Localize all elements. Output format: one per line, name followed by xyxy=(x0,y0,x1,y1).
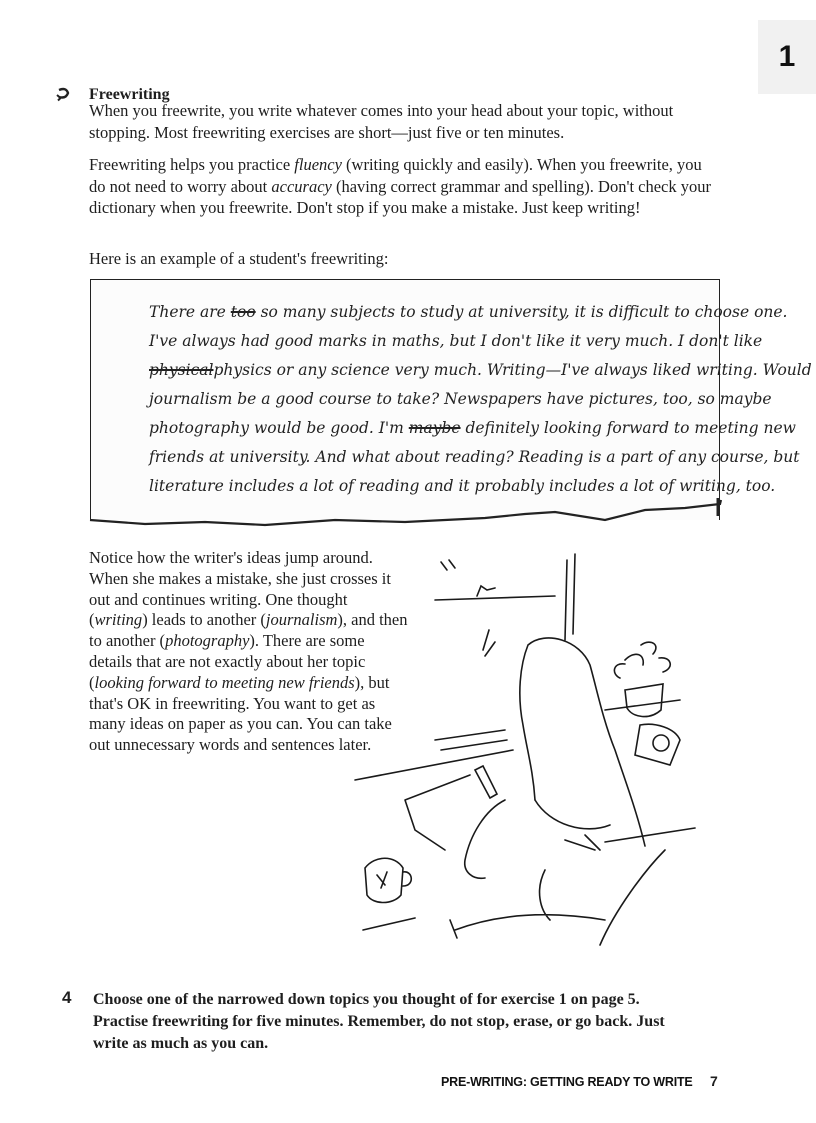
exercise-number: 4 xyxy=(62,988,72,1007)
term-accuracy: accuracy xyxy=(271,176,332,196)
curved-arrow-icon xyxy=(56,86,72,102)
para-example-intro: Here is an example of a student's freewriting: xyxy=(89,249,389,268)
sample-line-7: literature includes a lot of reading and it probably includes a lot of writing, too. xyxy=(149,477,776,495)
section-heading: Freewriting xyxy=(89,86,170,103)
intro-paragraph xyxy=(89,100,714,143)
student-writing-illustration xyxy=(345,550,715,955)
sample-line-6: friends at university. And what about reading? Reading is a part of any course, but xyxy=(149,448,800,466)
freewriting-sample-box xyxy=(90,279,812,520)
exercise-instructions: Choose one of the narrowed down topics you thought of for exercise 1 on page 5. Practise freewriting for five minutes. Remember, do not stop, erase, or go back. Just write as much as you can. xyxy=(93,991,665,1052)
handwritten-sample xyxy=(149,298,812,501)
chapter-tab: 1 xyxy=(758,20,816,94)
fluency-paragraph xyxy=(89,154,714,219)
torn-paper-edge xyxy=(85,498,725,538)
sample-line-3: physicalphysics or any science very much. Writing—I've always liked writing. Would xyxy=(149,361,812,379)
page-number: 7 xyxy=(710,1073,718,1089)
footer-title: PRE-WRITING: GETTING READY TO WRITE xyxy=(441,1075,693,1089)
para-definition: When you freewrite, you write whatever comes into your head about your topic, without stopping. Most freewriting exercises are short—just five or ten minutes. xyxy=(89,101,674,142)
notice-paragraph: Notice how the writer's ideas jump around. When she makes a mistake, she just crosses it out and continues writing. One thought (writing) leads to another (journalism), and then to another (photography). There are some details that are not exactly about her topic (looking forward to meeting new friends), but that's OK in freewriting. You want to get as many ideas on paper as you can. You can take out unnecessary words and sentences later. xyxy=(89,548,408,755)
sample-line-1: There are too so many subjects to study at university, it is difficult to choose one. xyxy=(149,303,788,321)
sample-line-5: photography would be good. I'm maybe definitely looking forward to meeting new xyxy=(149,419,796,437)
term-fluency: fluency xyxy=(294,155,342,174)
example-intro xyxy=(89,248,714,270)
para-fluency: Freewriting helps you practice fluency (writing quickly and easily). When you freewrite, you do not need to worry about accuracy (having correct grammar and spelling). Don't check your dictionary when you freewrite. Don't stop if you make a mistake. Just keep writing! xyxy=(89,155,711,217)
sample-line-4: journalism be a good course to take? Newspapers have pictures, too, so maybe xyxy=(149,390,772,408)
sample-line-2: I've always had good marks in maths, but I don't like it very much. I don't like xyxy=(149,332,763,350)
